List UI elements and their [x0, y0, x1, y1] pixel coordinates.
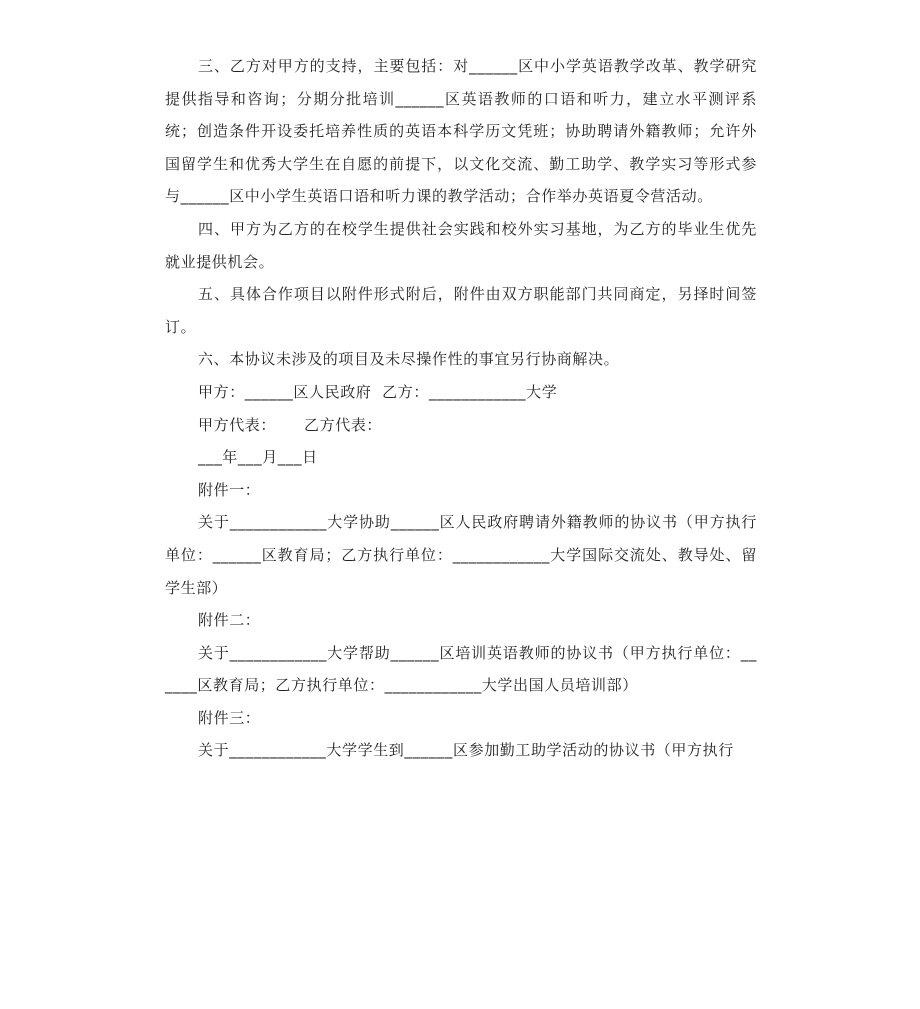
clause-five: 五、具体合作项目以附件形式附后，附件由双方职能部门共同商定，另择时间签订。 — [165, 285, 757, 336]
clause-three: 三、乙方对甲方的支持，主要包括：对______区中小学英语教学改革、教学研究提供指导和咨询；分期分批培训______区英语教师的口语和听力，建立水平测评系统；创造条件开设委托培养性质的英语本科学历文凭班；协助聘请外籍教师；允许外国留学生和优秀大学生在自愿的前提下，以文化交流、勤工助学、教学实习等形式参与______区中小学生英语口语和听力课的教学活动；合作举办英语夏令营活动。 — [165, 57, 757, 206]
attachment-2-text: 关于____________大学帮助______区培训英语教师的协议书（甲方执行单位：______区教育局；乙方执行单位：____________大学出国人员培训部） — [165, 643, 757, 695]
attachment-2-heading: 附件二： — [198, 611, 261, 630]
attachment-3-heading: 附件三： — [198, 708, 261, 727]
attachment-1-text: 关于____________大学协助______区人民政府聘请外籍教师的协议书（甲方执行单位：______区教育局；乙方执行单位：____________大学国际交流处、教导处、留学生部） — [165, 513, 757, 597]
signature-date: ___年___月___日 — [198, 448, 318, 467]
rep-b-label: 乙方代表： — [304, 415, 383, 434]
clause-six: 六、本协议未涉及的项目及未尽操作性的事宜另行协商解决。 — [198, 350, 620, 369]
signature-parties: 甲方：______区人民政府 乙方：____________大学 — [198, 382, 558, 401]
document-page — [165, 50, 757, 767]
signature-representatives — [165, 409, 757, 442]
rep-a-label: 甲方代表： — [198, 415, 277, 434]
clause-four: 四、甲方为乙方的在校学生提供社会实践和校外实习基地，为乙方的毕业生优先就业提供机会。 — [165, 219, 757, 271]
attachment-3-text: 关于____________大学学生到______区参加勤工助学活动的协议书（甲方执行 — [198, 741, 734, 760]
attachment-1-heading: 附件一： — [198, 480, 261, 499]
